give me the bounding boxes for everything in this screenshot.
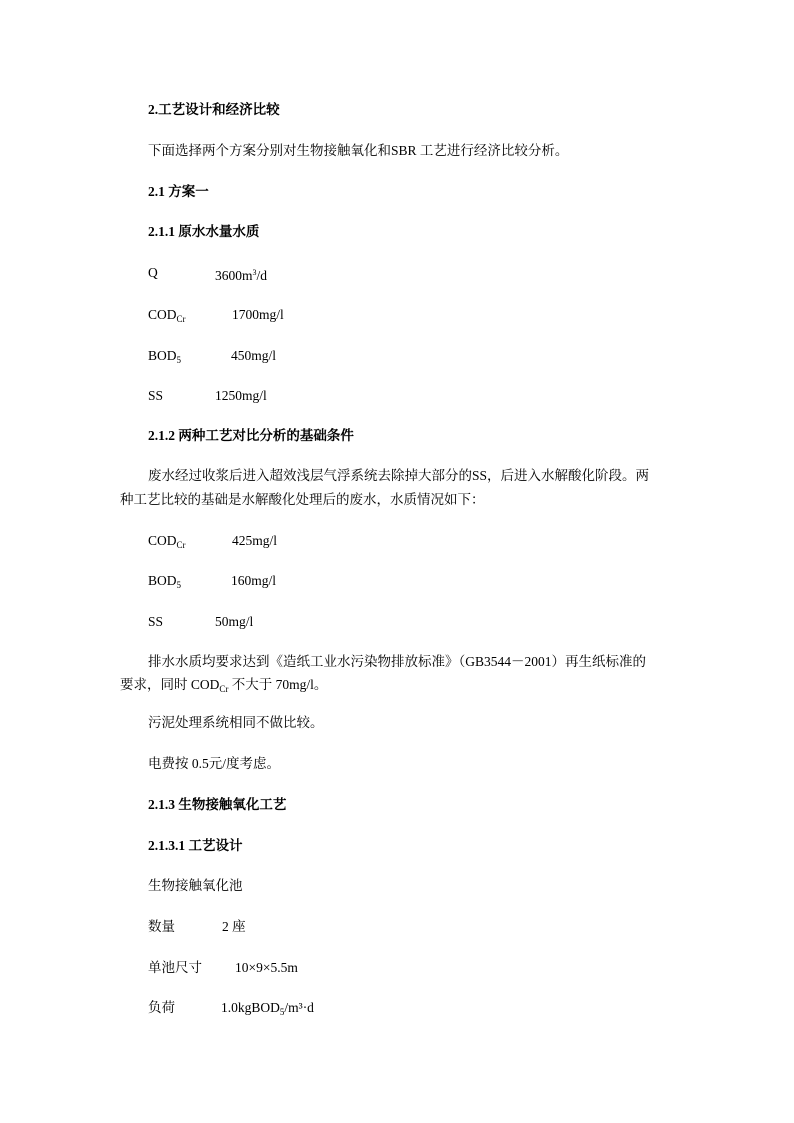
cod-value-2: 425mg/l: [232, 533, 278, 548]
heading-2-1: 2.1 方案一: [148, 184, 209, 199]
load-label: 负荷: [148, 1000, 175, 1015]
qty-value: 2 座: [222, 919, 246, 934]
requirement-line1: 排水水质均要求达到《造纸工业水污染物排放标准》（GB3544－2001）再生纸标准的: [148, 654, 647, 669]
sludge-note: 污泥处理系统相同不做比较。: [148, 715, 324, 730]
intro-text: 下面选择两个方案分别对生物接触氧化和SBR 工艺进行经济比较分析。: [148, 143, 569, 158]
cod-value: 1700mg/l: [232, 307, 284, 322]
bod-value: 450mg/l: [231, 348, 277, 363]
load-value: 1.0kgBOD$_5$/m³·d: [221, 1000, 314, 1017]
q-value: $3600m^3/d$: [215, 268, 268, 283]
cod-label: $COD_{Cr}$: [148, 307, 186, 324]
ss-value-2: 50mg/l: [215, 614, 254, 629]
heading-2: 2.工艺设计和经济比较: [148, 102, 280, 117]
ss-label: SS: [148, 388, 164, 403]
ss-value: 1250mg/l: [215, 388, 267, 403]
heading-2-1-3: 2.1.3 生物接触氧化工艺: [148, 797, 287, 812]
q-label: Q: [148, 265, 158, 280]
bod-label: $BOD_5$: [148, 348, 182, 365]
requirement-line2: 要求，同时 $COD_{Cr}$ 不大于 70mg/l。: [120, 677, 328, 694]
power-note: 电费按 0.5元/度考虑。: [148, 756, 281, 771]
bod-value-2: 160mg/l: [231, 573, 277, 588]
cod-label-2: $COD_{Cr}$: [148, 533, 186, 550]
bod-label-2: $BOD_5$: [148, 573, 182, 590]
size-value: 10×9×5.5m: [235, 960, 298, 975]
size-label: 单池尺寸: [148, 960, 202, 975]
ss-label-2: SS: [148, 614, 164, 629]
tank-title: 生物接触氧化池: [148, 878, 243, 893]
qty-label: 数量: [148, 919, 175, 934]
basis-para-line2: 种工艺比较的基础是水解酸化处理后的废水，水质情况如下：: [120, 492, 485, 507]
heading-2-1-3-1: 2.1.3.1 工艺设计: [148, 838, 243, 853]
basis-para-line1: 废水经过收浆后进入超效浅层气浮系统去除掉大部分的SS，后进入水解酸化阶段。两: [148, 468, 650, 483]
heading-2-1-1: 2.1.1 原水水量水质: [148, 224, 260, 239]
heading-2-1-2: 2.1.2 两种工艺对比分析的基础条件: [148, 428, 354, 443]
